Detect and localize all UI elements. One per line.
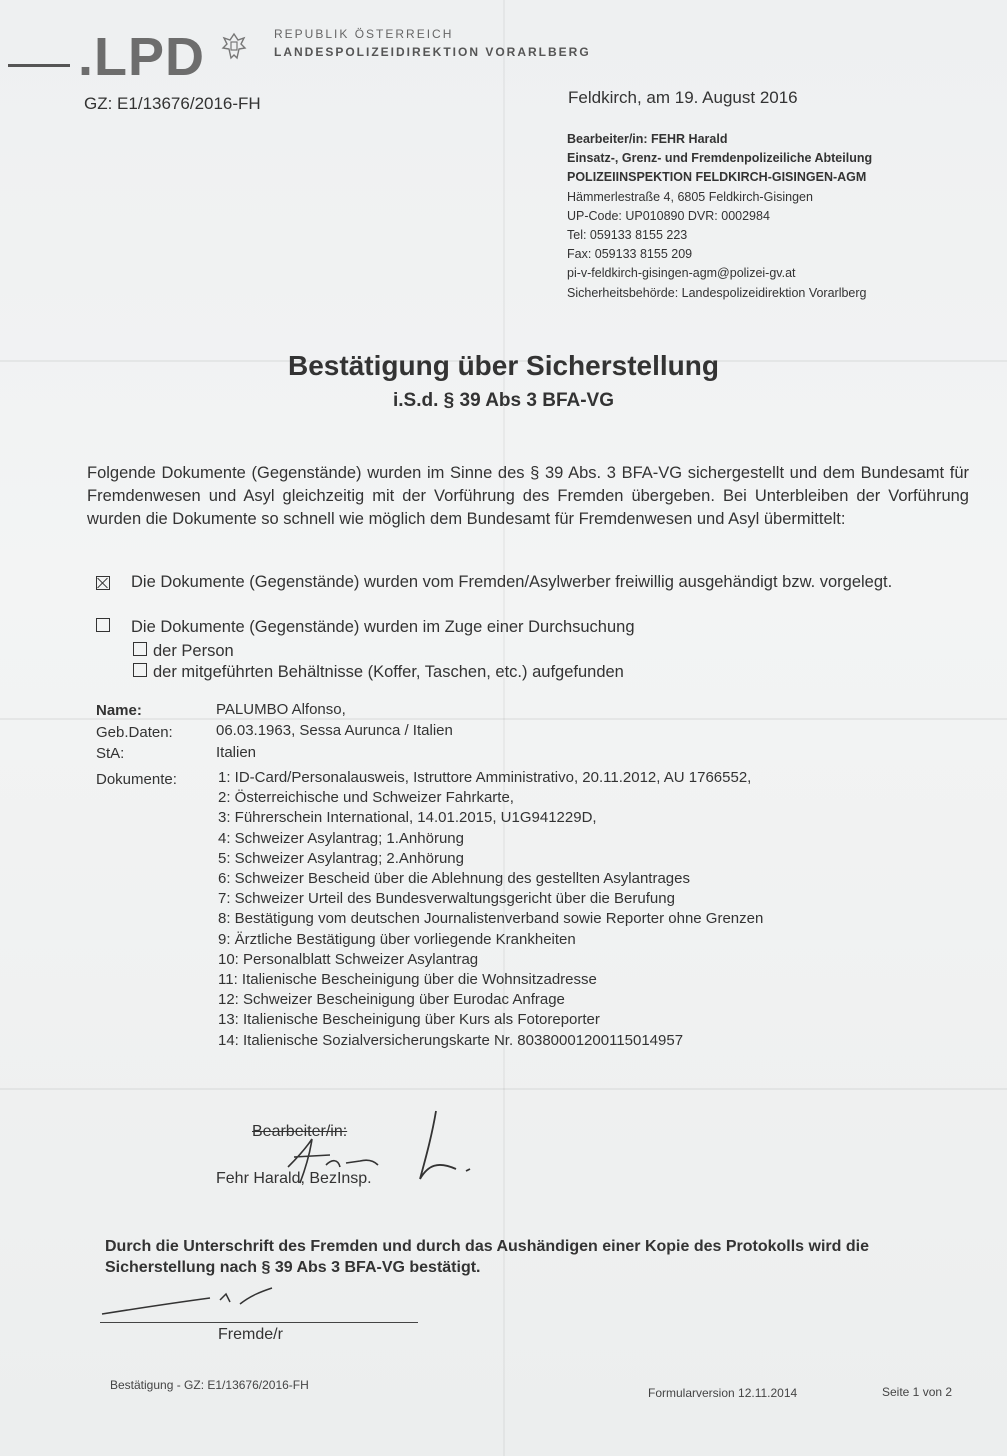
option-belongings-text: der mitgeführten Behältnisse (Koffer, Taschen, etc.) aufgefunden [153,663,624,681]
option-search [96,616,635,638]
contact-station: POLIZEIINSPEKTION FELDKIRCH-GISINGEN-AGM [567,170,867,185]
signature-line [100,1322,418,1323]
checkbox-empty-icon [133,642,147,656]
lpd-logo: .LPD [78,27,206,87]
sta-value: Italien [216,744,257,761]
foreigner-label: Fremde/r [218,1326,283,1343]
documents-list [218,768,763,1051]
contact-address: Hämmerlestraße 4, 6805 Feldkirch-Gisingen [567,189,813,204]
list-item: 14: Italienische Sozialversicherungskarte Nr. 80380001200115014957 [218,1031,684,1049]
footer-reference: Bestätigung - GZ: E1/13676/2016-FH [110,1378,309,1392]
name-value: PALUMBO Alfonso, [216,701,346,718]
documents-label: Dokumente: [96,771,177,788]
contact-department: Einsatz-, Grenz- und Fremdenpolizeiliche Abteilung [567,151,873,166]
intro-paragraph: Folgende Dokumente (Gegenstände) wurden im Sinne des § 39 Abs. 3 BFA-VG sichergestellt und dem Bundesamt für Fremdenwesen und Asyl gleichzeitig mit der Vorführung des Fremden übergeben. Bei Unterbleiben der Vorführung wurden die Dokumente so schnell wie möglich dem Bundesamt für Fremdenwesen und Asyl übermittelt: [87,464,969,528]
checkbox-empty-icon [133,663,147,677]
list-item: 6: Schweizer Bescheid über die Ablehnung des gestellten Asylantrages [218,870,690,888]
consent-text: Durch die Unterschrift des Fremden und durch das Aushändigen einer Kopie des Protokolls wird die Sicherstellung nach § 39 Abs 3 BFA-VG bestätigt. [105,1238,869,1276]
list-item: 10: Personalblatt Schweizer Asylantrag [218,950,479,968]
contact-tel: Tel: 059133 8155 223 [567,228,688,243]
list-item: 12: Schweizer Bescheinigung über Eurodac Anfrage [218,991,565,1009]
list-item: 5: Schweizer Asylantrag; 2.Anhörung [218,849,464,867]
contact-authority: Sicherheitsbehörde: Landespolizeidirektion Vorarlberg [567,285,867,300]
list-item: 2: Österreichische und Schweizer Fahrkarte, [218,789,514,807]
footer-version: Formularversion 12.11.2014 [648,1386,798,1400]
document-subtitle: i.S.d. § 39 Abs 3 BFA-VG [392,390,615,411]
list-item: 4: Schweizer Asylantrag; 1.Anhörung [218,829,464,847]
contact-fax: Fax: 059133 8155 209 [567,247,693,262]
austrian-eagle-icon [220,30,248,64]
contact-email: pi-v-feldkirch-gisingen-agm@polizei-gv.at [567,266,796,281]
header-dash [8,64,70,67]
checkbox-empty-icon [96,618,110,632]
list-item: 1: ID-Card/Personalausweis, Istruttore Amministrativo, 20.11.2012, AU 1766552, [218,769,752,786]
foreigner-signature [100,1280,320,1320]
org-name: LANDESPOLIZEIDIREKTION VORARLBERG [274,45,591,59]
sta-label: StA: [96,745,125,762]
officer-name: Fehr Harald, BezInsp. [216,1170,372,1187]
option-voluntary [96,571,966,593]
name-label: Name: [96,702,142,719]
list-item: 7: Schweizer Urteil des Bundesverwaltungsgericht über die Berufung [218,890,675,908]
option-search-text: Die Dokumente (Gegenstände) wurden im Zuge einer Durchsuchung [131,618,635,636]
list-item: 13: Italienische Bescheinigung über Kurs als Fotoreporter [218,1011,600,1029]
document-title: Bestätigung über Sicherstellung [288,350,719,381]
contact-officer: Bearbeiter/in: FEHR Harald [567,132,728,146]
org-country: REPUBLIK ÖSTERREICH [274,27,454,41]
list-item: 9: Ärztliche Bestätigung über vorliegende Krankheiten [218,930,576,948]
option-person [133,640,234,662]
list-item: 11: Italienische Bescheinigung über die Wohnsitzadresse [218,971,597,989]
list-item: 3: Führerschein International, 14.01.2015, U1G941229D, [218,809,597,827]
place-date: Feldkirch, am 19. August 2016 [568,88,798,107]
list-item: 8: Bestätigung vom deutschen Journalistenverband sowie Reporter ohne Grenzen [218,910,764,928]
checkbox-checked-icon [96,576,110,590]
officer-signature-label: Bearbeiter/in: [252,1123,348,1140]
contact-codes: UP-Code: UP010890 DVR: 0002984 [567,208,770,223]
footer-page: Seite 1 von 2 [882,1385,953,1399]
reference-number: GZ: E1/13676/2016-FH [84,94,261,113]
birth-value: 06.03.1963, Sessa Aurunca / Italien [216,722,453,739]
option-belongings [133,661,624,683]
contact-block [567,130,872,303]
option-person-text: der Person [153,642,234,660]
option-voluntary-text: Die Dokumente (Gegenstände) wurden vom Fremden/Asylwerber freiwillig ausgehändigt bzw. vorgelegt. [131,573,893,591]
birth-label: Geb.Daten: [96,724,173,741]
